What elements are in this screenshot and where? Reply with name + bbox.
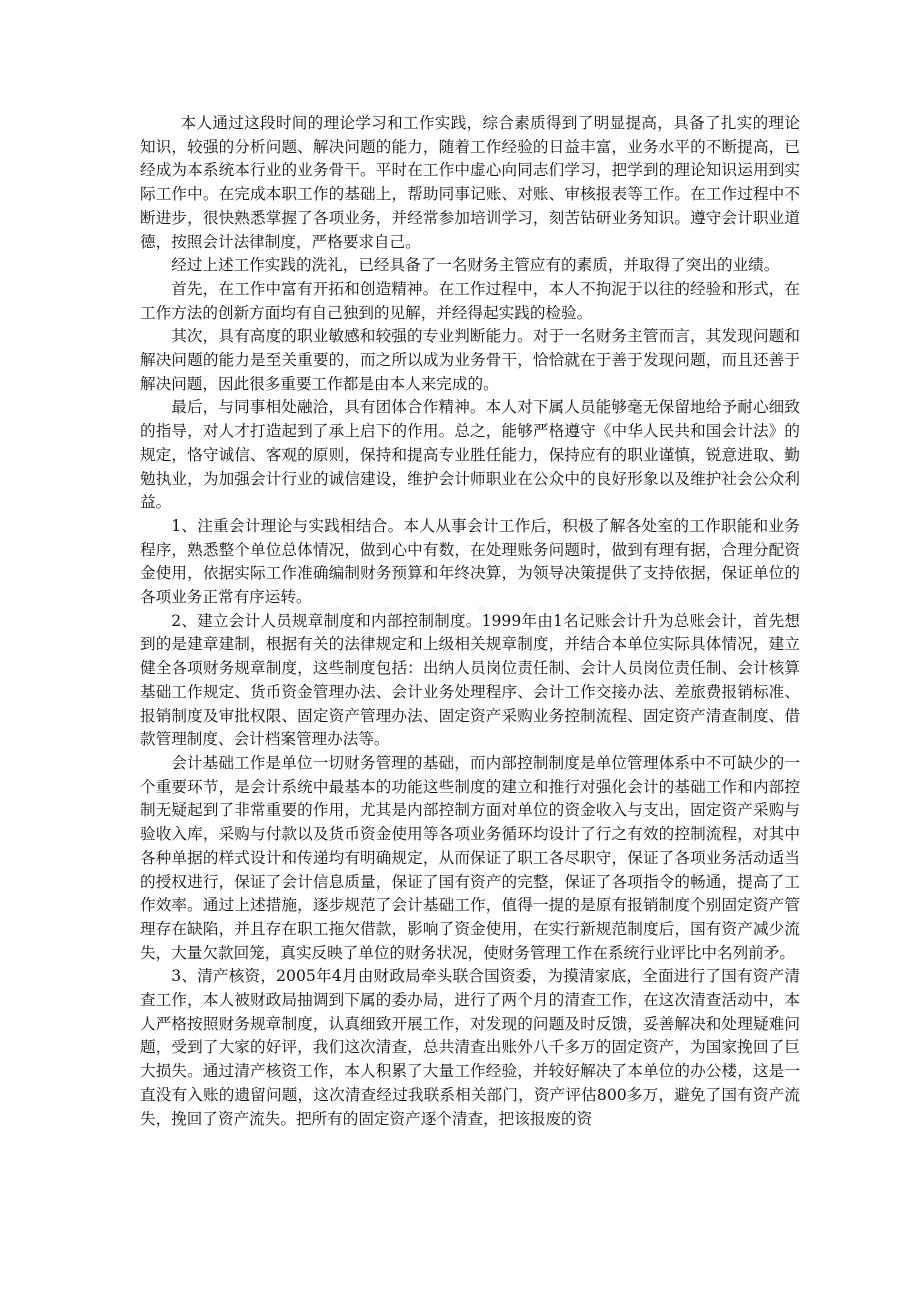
paragraph-accounting-basis: 会计基础工作是单位一切财务管理的基础，而内部控制制度是单位管理体系中不可缺少的一个重要环节，是会计系统中最基本的功能这些制度的建立和推行对强化会计的基础工作和内部控制无疑起到了非常重要的作用，尤其是内部控制方面对单位的资金收入与支出，固定资产采购与验收入库，采购与付款以及货币资金使用等各项业务循环均设计了行之有效的控制流程，对其中各种单据的样式设计和传递均有明确规定，从而保证了职工各尽职守，保证了各项业务活动适当的授权进行，保证了会计信息质量，保证了国有资产的完整，保证了各项指令的畅通，提高了工作效率。通过上述措施，逐步规范了会计基础工作，值得一提的是原有报销制度个别固定资产管理存在缺陷，并且存在职工拖欠借款，影响了资金使用，在实行新规范制度后，国有资产减少流失，大量欠款回笼，真实反映了单位的财务状况，使财务管理工作在系统行业评比中名列前矛。 — [140, 753, 800, 962]
paragraph-item-1: 1、注重会计理论与实践相结合。本人从事会计工作后，积极了解各处室的工作职能和业务程序，熟悉整个单位总体情况，做到心中有数，在处理账务问题时，做到有理有据，合理分配资金使用，依据实际工作准确编制财务预算和年终决算，为领导决策提供了支持依据，保证单位的各项业务正常有序运转。 — [140, 516, 800, 607]
paragraph-last: 最后，与同事相处融洽，具有团体合作精神。本人对下属人员能够毫无保留地给予耐心细致的指导，对人才打造起到了承上启下的作用。总之，能够严格遵守《中华人民共和国会计法》的规定，恪守诚信、客观的原则，保持和提高专业胜任能力，保持应有的职业谨慎，锐意进取、勤勉执业，为加强会计行业的诚信建设，维护会计师职业在公众中的良好形象以及维护社会公众利益。 — [140, 398, 800, 512]
document-body — [140, 112, 800, 1131]
paragraph-item-2: 2、建立会计人员规章制度和内部控制制度。1999年由1名记账会计升为总账会计，首先想到的是建章建制，根据有关的法律规定和上级相关规章制度，并结合本单位实际具体情况，建立健全各项财务规章制度，这些制度包括：出纳人员岗位责任制、会计人员岗位责任制、会计核算基础工作规定、货币资金管理办法、会计业务处理程序、会计工作交接办法、差旅费报销标准、报销制度及审批权限、固定资产管理办法、固定资产采购业务控制流程、固定资产清查制度、借款管理制度、会计档案管理办法等。 — [140, 611, 800, 749]
paragraph-summary: 经过上述工作实践的洗礼，已经具备了一名财务主管应有的素质，并取得了突出的业绩。 — [171, 256, 780, 275]
paragraph-second: 其次，具有高度的职业敏感和较强的专业判断能力。对于一名财务主管而言，其发现问题和解决问题的能力是至关重要的，而之所以成为业务骨干，恰恰就在于善于发现问题，而且还善于解决问题，因此很多重要工作都是由本人来完成的。 — [140, 327, 800, 393]
paragraph-first: 首先，在工作中富有开拓和创造精神。在工作过程中，本人不拘泥于以往的经验和形式，在工作方法的创新方面均有自己独到的见解，并经得起实践的检验。 — [140, 279, 800, 322]
paragraph-item-3: 3、清产核资，2005年4月由财政局牵头联合国资委，为摸清家底，全面进行了国有资产清查工作，本人被财政局抽调到下属的委办局，进行了两个月的清查工作，在这次清查活动中，本人严格按照财务规章制度，认真细致开展工作，对发现的问题及时反馈，妥善解决和处理疑难问题，受到了大家的好评，我们这次清查，总共清查出账外八千多万的固定资产，为国家挽回了巨大损失。通过清产核资工作，本人积累了大量工作经验，并较好解决了本单位的办公楼，这是一直没有入账的遗留问题，这次清查经过我联系相关部门，资产评估800多万，避免了国有资产流失，挽回了资产流失。把所有的固定资产逐个清查，把该报废的资 — [140, 967, 800, 1128]
paragraph-intro: 本人通过这段时间的理论学习和工作实践，综合素质得到了明显提高，具备了扎实的理论知识，较强的分析问题、解决问题的能力，随着工作经验的日益丰富，业务水平的不断提高，已经成为本系统本行业的业务骨干。平时在工作中虚心向同志们学习，把学到的理论知识运用到实际工作中。在完成本职工作的基础上，帮助同事记账、对账、审核报表等工作。在工作过程中不断进步，很快熟悉掌握了各项业务，并经常参加培训学习，刻苦钻研业务知识。遵守会计职业道德，按照会计法律制度，严格要求自己。 — [140, 114, 800, 251]
